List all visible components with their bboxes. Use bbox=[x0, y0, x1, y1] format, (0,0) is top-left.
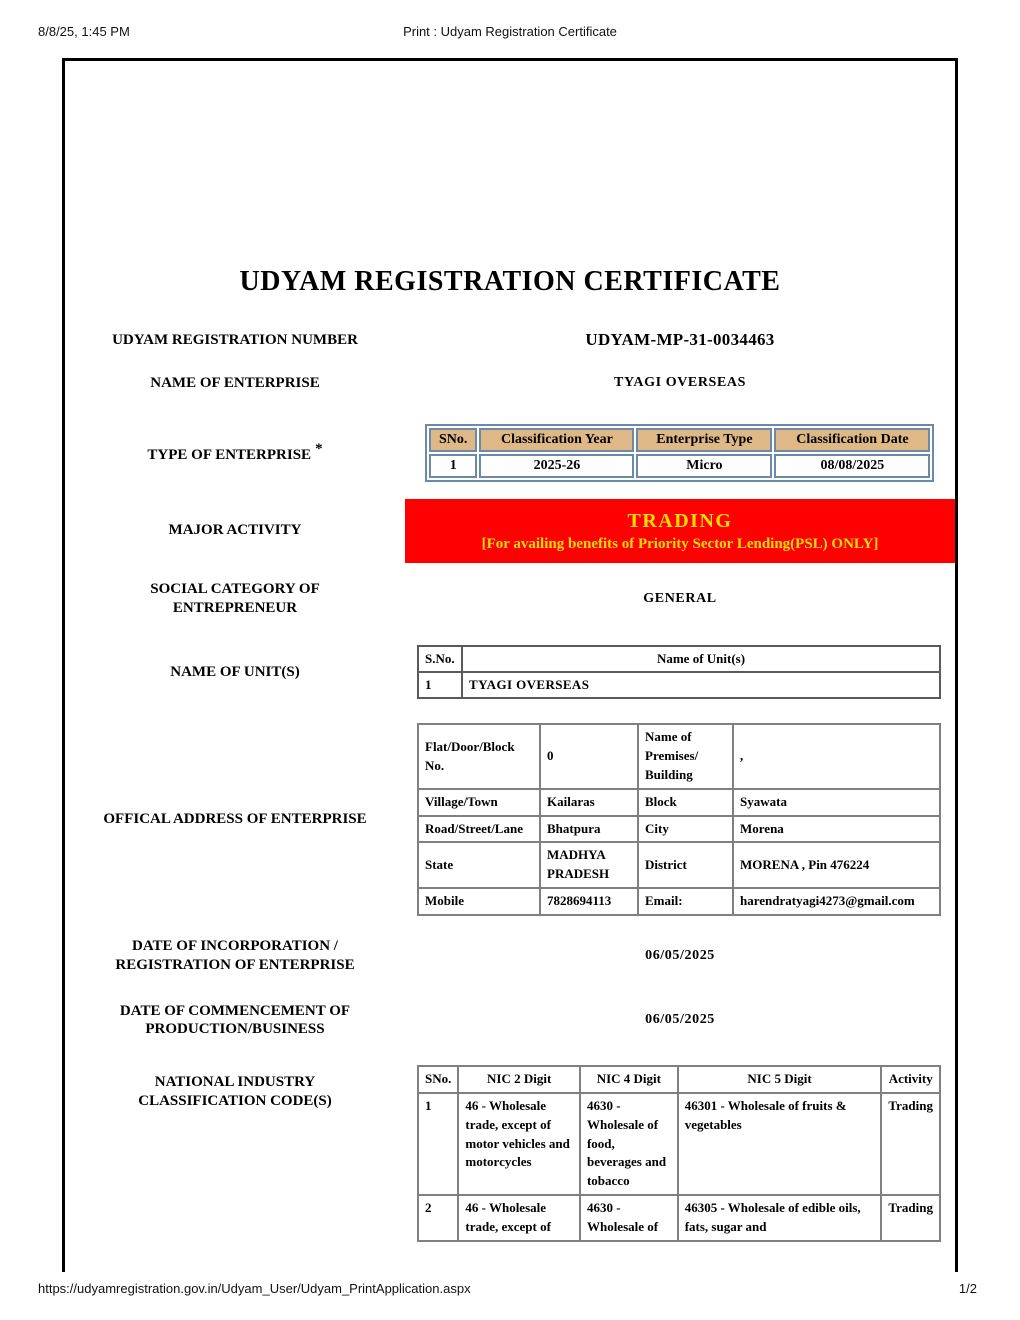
address-row bbox=[418, 724, 940, 789]
units-header-sno: S.No. bbox=[418, 646, 462, 672]
address-road-label: Road/Street/Lane bbox=[418, 816, 540, 843]
address-city-label: City bbox=[638, 816, 733, 843]
incorporation-value: 06/05/2025 bbox=[645, 947, 715, 963]
unit-name: TYAGI OVERSEAS bbox=[462, 672, 940, 698]
nic-header-2digit: NIC 2 Digit bbox=[458, 1066, 580, 1093]
nic-4digit: 4630 - Wholesale of food, beverages and tobacco bbox=[580, 1093, 678, 1195]
classification-year: 2025-26 bbox=[479, 454, 634, 478]
asterisk: * bbox=[315, 441, 323, 458]
address-premises-label: Name of Premises/ Building bbox=[638, 724, 733, 789]
address-city-value: Morena bbox=[733, 816, 940, 843]
row-nic-codes bbox=[65, 1065, 955, 1242]
classification-header-year: Classification Year bbox=[479, 428, 634, 452]
row-units bbox=[65, 645, 955, 699]
classification-header-sno: SNo. bbox=[429, 428, 477, 452]
row-major-activity bbox=[65, 499, 955, 563]
incorporation-label: DATE OF INCORPORATION / REGISTRATION OF ENTERPRISE bbox=[115, 938, 355, 973]
classification-header-date: Classification Date bbox=[774, 428, 930, 452]
nic-4digit: 4630 - Wholesale of bbox=[580, 1195, 678, 1241]
classification-sno: 1 bbox=[429, 454, 477, 478]
classification-data-row bbox=[429, 454, 930, 478]
address-state-value: MADHYA PRADESH bbox=[540, 842, 638, 888]
nic-header-activity: Activity bbox=[881, 1066, 940, 1093]
nic-data-row bbox=[418, 1195, 940, 1241]
units-label: NAME OF UNIT(S) bbox=[170, 663, 300, 680]
address-row bbox=[418, 789, 940, 816]
page-indicator: 1/2 bbox=[958, 1281, 977, 1296]
major-activity-label: MAJOR ACTIVITY bbox=[168, 522, 302, 539]
address-label: OFFICAL ADDRESS OF ENTERPRISE bbox=[103, 811, 367, 828]
address-block-value: Syawata bbox=[733, 789, 940, 816]
address-row bbox=[418, 842, 940, 888]
urn-value: UDYAM-MP-31-0034463 bbox=[585, 330, 775, 349]
nic-sno: 1 bbox=[418, 1093, 458, 1195]
nic-label: NATIONAL INDUSTRY CLASSIFICATION CODE(S) bbox=[138, 1074, 332, 1109]
major-activity-value: TRADING bbox=[627, 509, 733, 532]
major-activity-note: [For availing benefits of Priority Sector Lending(PSL) ONLY] bbox=[481, 535, 879, 552]
nic-5digit: 46301 - Wholesale of fruits & vegetables bbox=[678, 1093, 882, 1195]
classification-header-row bbox=[429, 428, 930, 452]
nic-activity: Trading bbox=[881, 1195, 940, 1241]
enterprise-name-label: NAME OF ENTERPRISE bbox=[150, 375, 320, 391]
print-url: https://udyamregistration.gov.in/Udyam_User/Udyam_PrintApplication.aspx bbox=[38, 1281, 471, 1296]
nic-header-4digit: NIC 4 Digit bbox=[580, 1066, 678, 1093]
nic-header-row bbox=[418, 1066, 940, 1093]
nic-sno: 2 bbox=[418, 1195, 458, 1241]
row-social-category bbox=[65, 580, 955, 618]
address-premises-value: , bbox=[733, 724, 940, 789]
row-incorporation-date bbox=[65, 937, 955, 975]
nic-activity: Trading bbox=[881, 1093, 940, 1195]
row-enterprise-name bbox=[65, 374, 955, 393]
enterprise-type-label: TYPE OF ENTERPRISE * bbox=[147, 441, 323, 464]
units-header-name: Name of Unit(s) bbox=[462, 646, 940, 672]
nic-5digit: 46305 - Wholesale of edible oils, fats, sugar and bbox=[678, 1195, 882, 1241]
classification-header-type: Enterprise Type bbox=[636, 428, 772, 452]
address-email-label: Email: bbox=[638, 888, 733, 915]
social-category-value: GENERAL bbox=[643, 590, 717, 606]
address-mobile-value: 7828694113 bbox=[540, 888, 638, 915]
unit-sno: 1 bbox=[418, 672, 462, 698]
certificate-title: UDYAM REGISTRATION CERTIFICATE bbox=[239, 266, 781, 297]
nic-2digit: 46 - Wholesale trade, except of bbox=[458, 1195, 580, 1241]
address-village-value: Kailaras bbox=[540, 789, 638, 816]
commencement-label: DATE OF COMMENCEMENT OF PRODUCTION/BUSINESS bbox=[119, 1002, 351, 1038]
address-block-label: Block bbox=[638, 789, 733, 816]
print-datetime: 8/8/25, 1:45 PM bbox=[38, 24, 130, 39]
row-registration-number bbox=[65, 330, 955, 350]
nic-table bbox=[417, 1065, 941, 1242]
address-flat-label: Flat/Door/Block No. bbox=[418, 724, 540, 789]
classification-date: 08/08/2025 bbox=[774, 454, 930, 478]
classification-table bbox=[425, 424, 934, 482]
address-mobile-label: Mobile bbox=[418, 888, 540, 915]
major-activity-banner bbox=[405, 499, 955, 563]
certificate-page bbox=[62, 58, 958, 1272]
units-header-row bbox=[418, 646, 940, 672]
units-data-row bbox=[418, 672, 940, 698]
urn-label: UDYAM REGISTRATION NUMBER bbox=[112, 331, 358, 348]
address-flat-value: 0 bbox=[540, 724, 638, 789]
units-table bbox=[417, 645, 941, 699]
address-state-label: State bbox=[418, 842, 540, 888]
address-district-label: District bbox=[638, 842, 733, 888]
nic-2digit: 46 - Wholesale trade, except of motor vehicles and motorcycles bbox=[458, 1093, 580, 1195]
address-road-value: Bhatpura bbox=[540, 816, 638, 843]
address-village-label: Village/Town bbox=[418, 789, 540, 816]
nic-header-sno: SNo. bbox=[418, 1066, 458, 1093]
row-commencement-date bbox=[65, 1002, 955, 1040]
commencement-value: 06/05/2025 bbox=[645, 1012, 715, 1028]
address-email-value: harendratyagi4273@gmail.com bbox=[733, 888, 940, 915]
enterprise-name-value: TYAGI OVERSEAS bbox=[614, 375, 746, 391]
classification-type: Micro bbox=[636, 454, 772, 478]
address-row bbox=[418, 816, 940, 843]
print-footer bbox=[0, 1281, 1020, 1299]
print-header bbox=[0, 24, 1020, 42]
social-category-label: SOCIAL CATEGORY OF ENTREPRENEUR bbox=[150, 580, 320, 616]
address-row bbox=[418, 888, 940, 915]
address-district-value: MORENA , Pin 476224 bbox=[733, 842, 940, 888]
row-enterprise-type bbox=[65, 424, 955, 482]
nic-header-5digit: NIC 5 Digit bbox=[678, 1066, 882, 1093]
print-page-title: Print : Udyam Registration Certificate bbox=[403, 24, 617, 39]
nic-data-row bbox=[418, 1093, 940, 1195]
address-table bbox=[417, 723, 941, 916]
row-official-address bbox=[65, 723, 955, 916]
